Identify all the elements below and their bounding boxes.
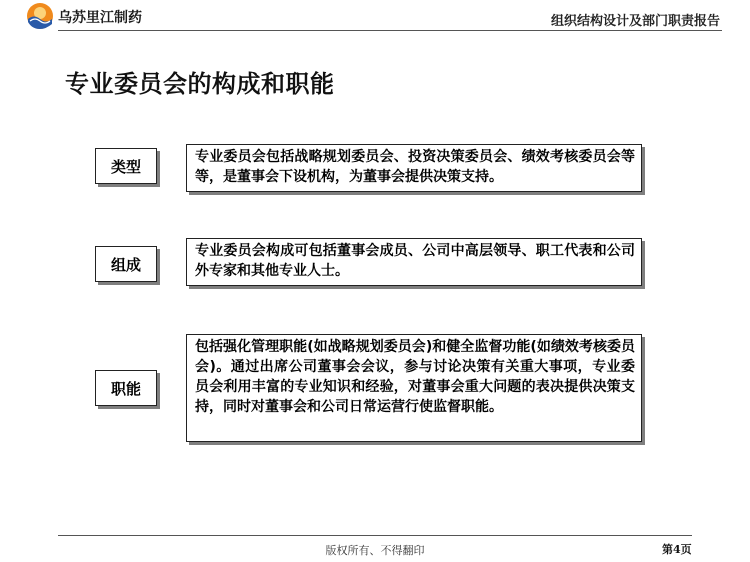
content-function: 包括强化管理职能(如战略规划委员会)和健全监督功能(如绩效考核委员会)。通过出席公司董事会会议，参与讨论决策有关重大事项，专业委员会利用丰富的专业知识和经验，对董事会重大问题的表决提供决策支持，同时对董事会和公司日常运营行使监督职能。 bbox=[186, 334, 642, 442]
content-composition: 专业委员会构成可包括董事会成员、公司中高层领导、职工代表和公司外专家和其他专业人士。 bbox=[186, 238, 642, 286]
footer-divider bbox=[58, 535, 692, 536]
label-type: 类型 bbox=[95, 148, 157, 184]
company-logo-icon bbox=[26, 2, 54, 30]
document-title: 组织结构设计及部门职责报告 bbox=[550, 14, 720, 29]
label-composition: 组成 bbox=[95, 246, 157, 282]
content-type: 专业委员会包括战略规划委员会、投资决策委员会、绩效考核委员会等等，是董事会下设机构，为董事会提供决策支持。 bbox=[186, 144, 642, 192]
copyright-notice: 版权所有、不得翻印 bbox=[325, 544, 425, 557]
page-title: 专业委员会的构成和职能 bbox=[65, 70, 335, 98]
label-function: 职能 bbox=[95, 370, 157, 406]
company-name: 乌苏里江制药 bbox=[58, 10, 142, 26]
header-divider bbox=[58, 30, 722, 31]
page-number: 第4页 bbox=[662, 543, 692, 556]
